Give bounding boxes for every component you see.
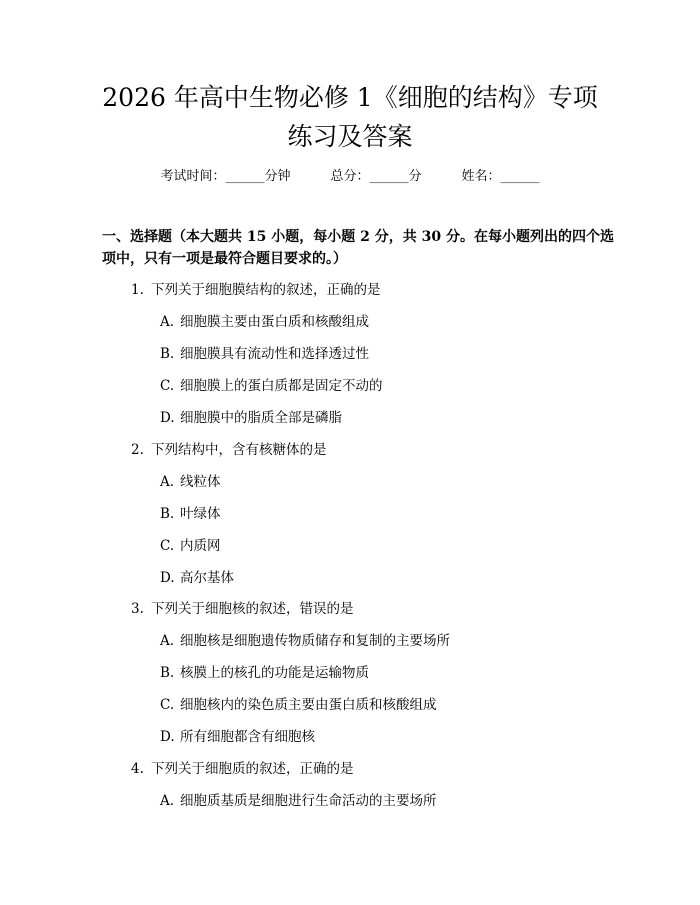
- question-3: [131, 599, 354, 619]
- option-text: 内质网: [180, 538, 221, 554]
- document-title-line-1: 2026 年高中生物必修 1《细胞的结构》专项: [102, 83, 598, 112]
- question-1-option-c: [160, 376, 383, 396]
- document-title-line-2: 练习及答案: [287, 122, 413, 151]
- question-text: 下列结构中，含有核糖体的是: [151, 442, 327, 458]
- option-text: 细胞核是细胞遗传物质储存和复制的主要场所: [180, 633, 450, 649]
- question-2-option-c: [160, 536, 221, 556]
- question-3-option-d: [160, 727, 315, 747]
- question-number: 4.: [131, 761, 144, 777]
- question-1-option-d: [160, 408, 342, 428]
- option-letter: A.: [160, 793, 175, 809]
- option-text: 所有细胞都含有细胞核: [180, 729, 315, 745]
- section-heading: [102, 226, 614, 270]
- total-score-label: 总分：______分: [330, 169, 422, 184]
- question-text: 下列关于细胞核的叙述，错误的是: [151, 601, 354, 617]
- option-text: 核膜上的核孔的功能是运输物质: [180, 665, 369, 681]
- question-number: 2.: [131, 442, 144, 458]
- question-2-option-a: [160, 472, 221, 492]
- option-text: 细胞膜主要由蛋白质和核酸组成: [180, 314, 369, 330]
- exam-info: [0, 166, 700, 188]
- question-3-option-b: [160, 663, 369, 683]
- option-letter: C.: [160, 378, 175, 394]
- option-letter: C.: [160, 538, 175, 554]
- question-2-option-b: [160, 504, 221, 524]
- option-text: 细胞核内的染色质主要由蛋白质和核酸组成: [180, 697, 437, 713]
- question-number: 1.: [131, 282, 144, 298]
- question-4-option-a: [160, 791, 437, 811]
- option-text: 线粒体: [180, 474, 221, 490]
- option-text: 叶绿体: [180, 506, 221, 522]
- option-text: 细胞质基质是细胞进行生命活动的主要场所: [180, 793, 437, 809]
- question-1: [131, 280, 381, 300]
- question-number: 3.: [131, 601, 144, 617]
- question-3-option-a: [160, 631, 450, 651]
- option-letter: D.: [160, 410, 175, 426]
- option-letter: B.: [160, 346, 175, 362]
- question-text: 下列关于细胞质的叙述，正确的是: [151, 761, 354, 777]
- question-4: [131, 759, 354, 779]
- option-text: 高尔基体: [180, 570, 234, 586]
- student-name-label: 姓名：______: [461, 169, 540, 184]
- question-1-option-b: [160, 344, 369, 364]
- option-letter: B.: [160, 506, 175, 522]
- option-letter: D.: [160, 729, 175, 745]
- question-1-option-a: [160, 312, 369, 332]
- option-text: 细胞膜上的蛋白质都是固定不动的: [180, 378, 383, 394]
- section-heading-line-1: 一、选择题（本大题共 15 小题，每小题 2 分，共 30 分。在每小题列出的四个选: [102, 229, 614, 245]
- option-text: 细胞膜具有流动性和选择透过性: [180, 346, 369, 362]
- option-letter: C.: [160, 697, 175, 713]
- question-3-option-c: [160, 695, 437, 715]
- option-letter: D.: [160, 570, 175, 586]
- option-text: 细胞膜中的脂质全部是磷脂: [180, 410, 342, 426]
- question-text: 下列关于细胞膜结构的叙述，正确的是: [151, 282, 381, 298]
- option-letter: A.: [160, 633, 175, 649]
- question-2: [131, 440, 327, 460]
- option-letter: A.: [160, 314, 175, 330]
- exam-time-label: 考试时间：______分钟: [160, 169, 291, 184]
- question-2-option-d: [160, 568, 234, 588]
- option-letter: A.: [160, 474, 175, 490]
- section-heading-line-2: 项中，只有一项是最符合题目要求的。）: [102, 251, 347, 267]
- option-letter: B.: [160, 665, 175, 681]
